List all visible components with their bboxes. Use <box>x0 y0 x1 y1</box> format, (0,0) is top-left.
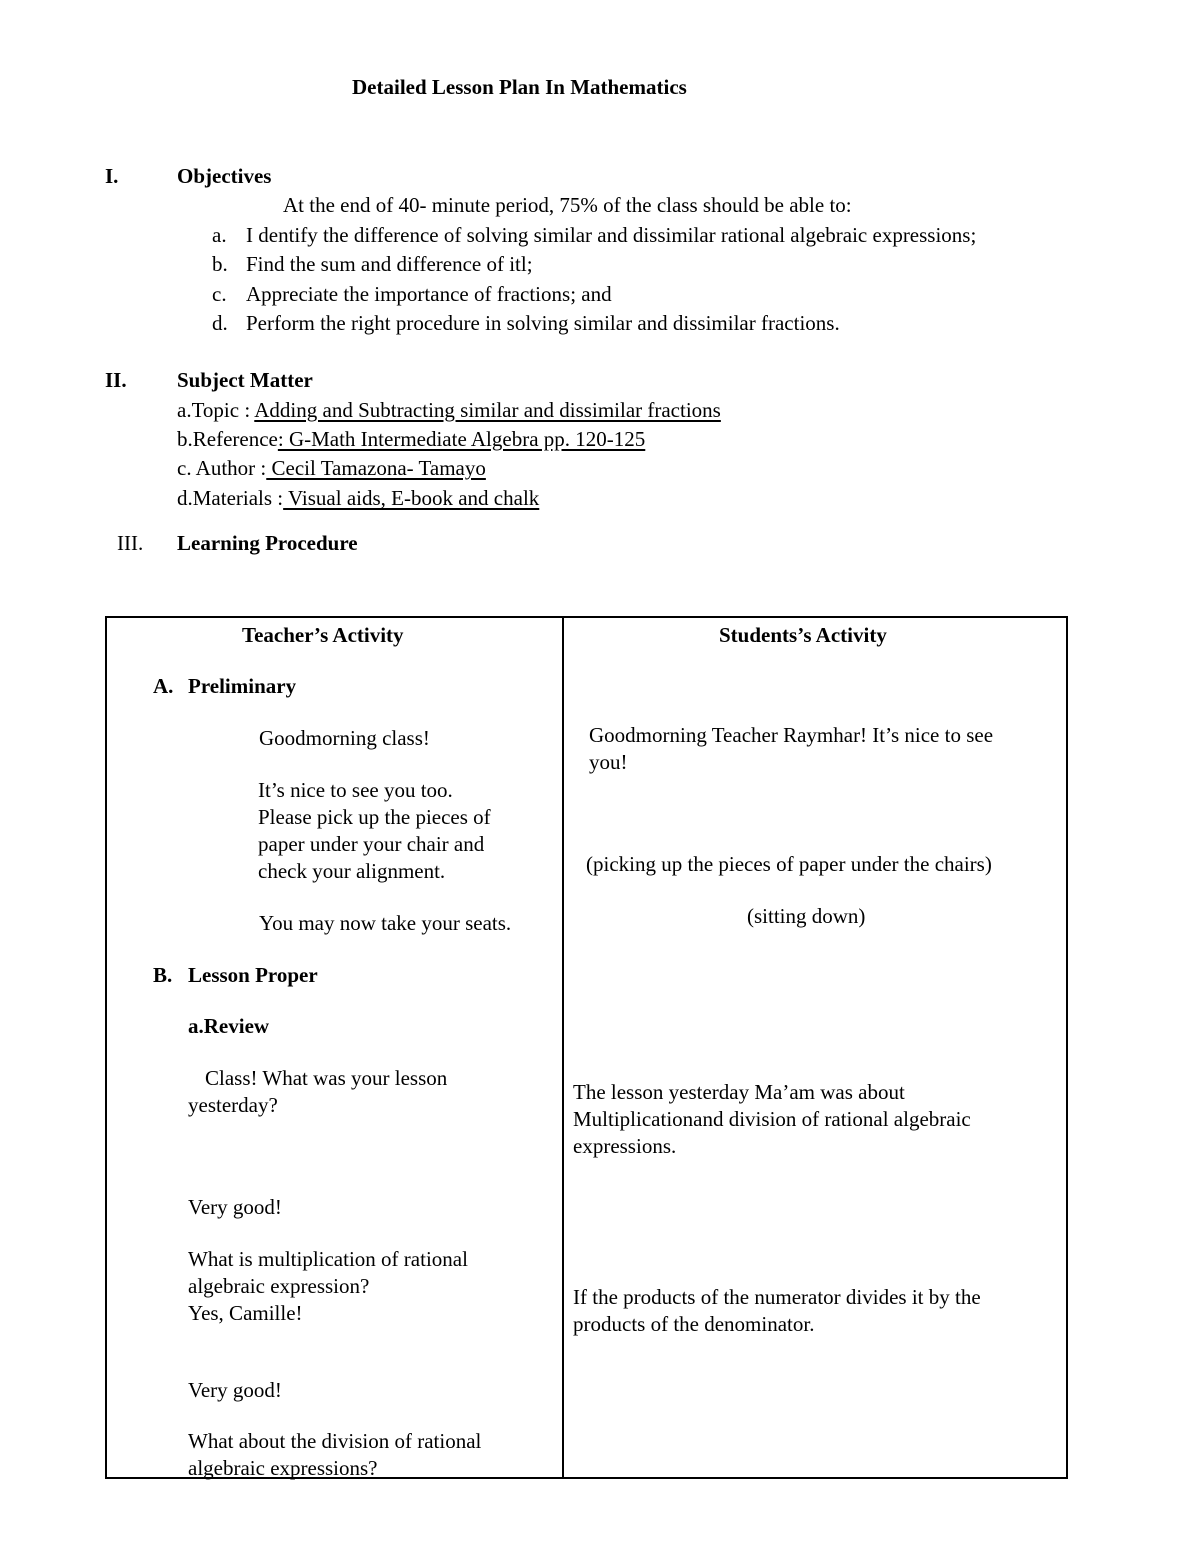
teacher-line: Class! What was your lesson <box>205 1066 448 1090</box>
teacher-line: paper under your chair and <box>258 832 485 856</box>
student-line: (picking up the pieces of paper under the chairs) <box>586 852 992 876</box>
procedure-table <box>105 616 1068 1479</box>
lesson-proper-heading: Lesson Proper <box>188 963 318 987</box>
reference-line <box>177 429 645 450</box>
student-line: products of the denominator. <box>573 1312 815 1336</box>
teacher-activity-header: Teacher’s Activity <box>242 623 404 647</box>
student-line: (sitting down) <box>747 904 866 928</box>
teacher-line: What is multiplication of rational <box>188 1247 468 1271</box>
objective-item: Find the sum and difference of itl; <box>246 252 533 276</box>
page-title: Detailed Lesson Plan In Mathematics <box>352 75 687 99</box>
objective-marker: c. <box>212 282 227 306</box>
students-activity-header: Students’s Activity <box>719 623 887 647</box>
student-line: If the products of the numerator divides it by the <box>573 1285 981 1309</box>
author-label: c. Author : <box>177 456 267 480</box>
subject-matter-heading: Subject Matter <box>177 368 313 392</box>
teacher-line: It’s nice to see you too. <box>258 778 453 802</box>
student-line: you! <box>589 750 628 774</box>
teacher-line: Very good! <box>188 1378 282 1402</box>
preliminary-marker: A. <box>153 674 174 698</box>
student-line: Goodmorning Teacher Raymhar! It’s nice to see <box>589 723 994 747</box>
student-line: Multiplicationand division of rational algebraic <box>573 1107 971 1131</box>
materials-label: d.Materials : <box>177 486 284 510</box>
objective-item: I dentify the difference of solving similar and dissimilar rational algebraic expressions; <box>246 223 977 247</box>
author-line <box>177 458 486 479</box>
objective-marker: d. <box>212 311 228 335</box>
teacher-line: algebraic expressions? <box>188 1456 378 1480</box>
teacher-line: algebraic expression? <box>188 1274 370 1298</box>
review-heading: a.Review <box>188 1014 270 1038</box>
reference-value: : G-Math Intermediate Algebra pp. 120-125 <box>277 427 646 451</box>
topic-label: a.Topic : <box>177 398 255 422</box>
objectives-numeral: I. <box>105 164 119 188</box>
teacher-line: Please pick up the pieces of <box>258 805 491 829</box>
learning-procedure-numeral: III. <box>117 531 144 555</box>
author-value: Cecil Tamazona- Tamayo <box>266 456 486 480</box>
reference-label: b.Reference <box>177 427 278 451</box>
lesson-proper-marker: B. <box>153 963 173 987</box>
teacher-line: Very good! <box>188 1195 282 1219</box>
teacher-line: You may now take your seats. <box>259 911 512 935</box>
preliminary-heading: Preliminary <box>188 674 297 698</box>
objectives-intro: At the end of 40- minute period, 75% of the class should be able to: <box>283 193 852 217</box>
objective-marker: a. <box>212 223 227 247</box>
topic-value: Adding and Subtracting similar and dissimilar fractions <box>254 398 721 422</box>
objectives-heading: Objectives <box>177 164 272 188</box>
teacher-line: check your alignment. <box>258 859 446 883</box>
materials-value: Visual aids, E-book and chalk <box>283 486 540 510</box>
objective-marker: b. <box>212 252 228 276</box>
topic-line <box>177 400 721 421</box>
objective-item: Appreciate the importance of fractions; and <box>246 282 612 306</box>
subject-matter-numeral: II. <box>105 368 127 392</box>
learning-procedure-heading: Learning Procedure <box>177 531 358 555</box>
teacher-line: What about the division of rational <box>188 1429 482 1453</box>
teacher-line: yesterday? <box>188 1093 278 1117</box>
teacher-greeting: Goodmorning class! <box>259 726 430 750</box>
teacher-activity-column <box>106 617 563 1478</box>
teacher-line: Yes, Camille! <box>188 1301 303 1325</box>
student-line: The lesson yesterday Ma’am was about <box>573 1080 905 1104</box>
objective-item: Perform the right procedure in solving similar and dissimilar fractions. <box>246 311 840 335</box>
students-activity-column <box>563 617 1067 1478</box>
student-line: expressions. <box>573 1134 677 1158</box>
materials-line <box>177 488 539 509</box>
